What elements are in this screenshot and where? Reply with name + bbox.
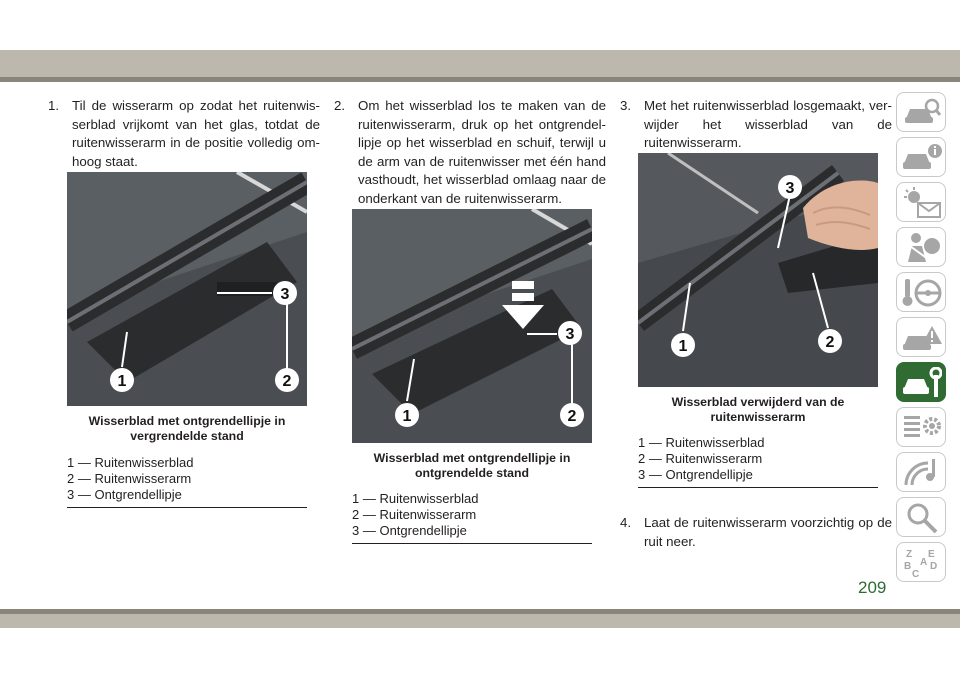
legend-item: 3 — Ontgrendellipje — [352, 523, 467, 538]
step-1 — [48, 97, 320, 171]
svg-text:B: B — [904, 561, 912, 572]
figure-wiper-removed — [638, 153, 878, 387]
callout-2 — [275, 368, 299, 392]
car-info-icon[interactable] — [896, 137, 946, 177]
svg-text:2: 2 — [825, 334, 835, 351]
car-search-icon[interactable] — [896, 92, 946, 132]
figure-caption: Wisserblad verwijderd van de ruitenwisserarm — [671, 395, 845, 424]
car-warning-icon[interactable] — [896, 317, 946, 357]
step-number: 3. — [620, 98, 632, 113]
step-text: Om het wisserblad los te maken van de ruitenwisserarm, druk op het ontgrendel-lipje op het wisserblad en schuif, terwijl u de arm van de ruitenwisser met één hand vasthoudt, het wisserblad omlaag naar de onderkant van de ruitenwisserarm. — [358, 98, 606, 206]
dashboard-lights-message-icon[interactable] — [896, 182, 946, 222]
svg-text:Z: Z — [906, 549, 913, 560]
svg-text:C: C — [912, 569, 920, 579]
svg-text:3: 3 — [565, 326, 575, 343]
svg-text:3: 3 — [785, 180, 795, 197]
figure-legend — [67, 455, 307, 508]
index-search-icon[interactable] — [896, 497, 946, 537]
legend-item: 3 — Ontgrendellipje — [67, 487, 182, 502]
column-1 — [48, 97, 320, 171]
svg-text:E: E — [928, 549, 935, 560]
legend-item: 3 — Ontgrendellipje — [638, 467, 753, 482]
svg-text:2: 2 — [282, 373, 292, 390]
callout-3 — [778, 175, 802, 199]
page-number: 209 — [858, 578, 887, 597]
top-margin — [0, 0, 960, 50]
footer-band — [0, 614, 960, 628]
step-4 — [620, 514, 892, 551]
svg-text:1: 1 — [678, 338, 688, 355]
callout-2 — [818, 329, 842, 353]
svg-text:1: 1 — [402, 408, 412, 425]
header-rule — [0, 77, 960, 82]
car-service-wrench-icon[interactable] — [896, 362, 946, 402]
step-3 — [620, 97, 892, 153]
alphabetical-index-icon[interactable] — [896, 542, 946, 582]
wiper-photo-illustration — [638, 153, 878, 387]
step-4-container — [620, 514, 892, 551]
step-text: Laat de ruitenwisserarm voorzichtig op de ruit neer. — [644, 515, 892, 549]
callout-1 — [110, 368, 134, 392]
legend-item: 2 — Ruitenwisserarm — [352, 507, 477, 522]
figure-legend — [638, 435, 878, 488]
multimedia-music-icon[interactable] — [896, 452, 946, 492]
airbag-safety-icon[interactable] — [896, 227, 946, 267]
step-number: 4. — [620, 515, 632, 530]
svg-text:2: 2 — [567, 408, 577, 425]
figure-caption: Wisserblad met ontgrendellipje in ontgrendelde stand — [373, 451, 571, 480]
figure-wiper-unlocked — [352, 209, 592, 443]
column-2 — [334, 97, 606, 208]
legend-item: 2 — Ruitenwisserarm — [67, 471, 192, 486]
figure-wiper-locked — [67, 172, 307, 406]
header-band — [0, 50, 960, 77]
legend-item: 2 — Ruitenwisserarm — [638, 451, 763, 466]
callout-2 — [560, 403, 584, 427]
figure-legend — [352, 491, 592, 544]
callout-1 — [671, 333, 695, 357]
steering-wheel-key-icon[interactable] — [896, 272, 946, 312]
step-number: 2. — [334, 98, 346, 113]
svg-text:1: 1 — [117, 373, 127, 390]
legend-item: 1 — Ruitenwisserblad — [67, 455, 194, 470]
step-number: 1. — [48, 98, 60, 113]
wiper-photo-illustration — [352, 209, 592, 443]
legend-item: 1 — Ruitenwisserblad — [638, 435, 765, 450]
callout-1 — [395, 403, 419, 427]
wiper-photo-illustration — [67, 172, 307, 406]
specifications-gear-icon[interactable] — [896, 407, 946, 447]
figure-caption: Wisserblad met ontgrendellipje in vergrendelde stand — [88, 414, 286, 443]
callout-3 — [273, 281, 297, 305]
step-text: Til de wisserarm op zodat het ruitenwis-serblad vrijkomt van het glas, totdat de ruitenwisserarm in de positie volledig om-hoog staat. — [72, 98, 320, 169]
svg-text:D: D — [930, 561, 938, 572]
callout-3 — [558, 321, 582, 345]
legend-item: 1 — Ruitenwisserblad — [352, 491, 479, 506]
column-3 — [620, 97, 892, 153]
step-2 — [334, 97, 606, 208]
svg-text:3: 3 — [280, 286, 290, 303]
svg-text:A: A — [920, 557, 928, 568]
step-text: Met het ruitenwisserblad losgemaakt, ver-wijder het wisserblad van de ruitenwisserarm. — [644, 98, 892, 150]
